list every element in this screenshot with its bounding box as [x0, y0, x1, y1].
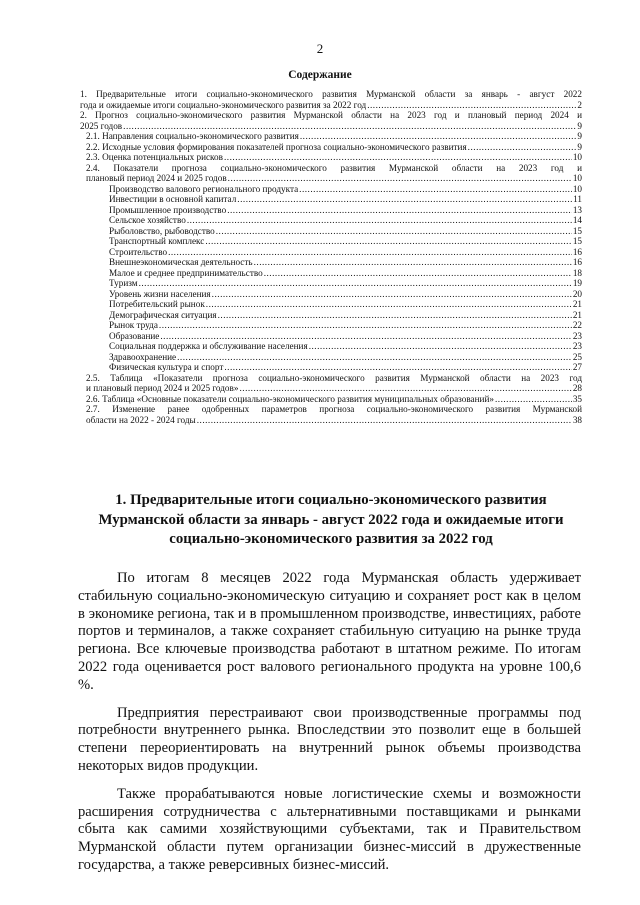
toc-entry-title: Рыболовство, рыбоводство: [109, 225, 215, 236]
toc-page-number: 20: [572, 288, 582, 299]
toc-page-number: 13: [572, 204, 582, 215]
toc-dot-leader: [264, 268, 572, 279]
toc-page-number: 10: [572, 183, 582, 194]
toc-entry[interactable]: [80, 247, 582, 258]
toc-page-number: 15: [572, 236, 582, 246]
toc-page-number: 9: [577, 120, 582, 131]
toc-entry-title-line: 2.5. Таблица «Показатели прогноза социально-экономического развития Мурманской области на 2023 год: [86, 372, 582, 383]
toc-entry[interactable]: [80, 89, 582, 110]
toc-dot-leader: [187, 215, 572, 226]
toc-entry-title: Транспортный комплекс: [109, 236, 205, 246]
toc-entry-title-tail: 2025 годов: [80, 120, 123, 131]
section-heading: [78, 491, 584, 550]
toc-dot-leader: [300, 131, 577, 142]
toc-entry[interactable]: [80, 331, 582, 342]
toc-entry[interactable]: [80, 257, 582, 268]
toc-entry[interactable]: [80, 163, 582, 184]
toc-dot-leader: [367, 100, 576, 111]
toc-entry-title: Образование: [109, 330, 160, 341]
toc-entry[interactable]: [80, 394, 582, 405]
toc-dot-leader: [468, 142, 577, 153]
toc-entry-title: Строительство: [109, 246, 168, 257]
toc-entry[interactable]: [80, 310, 582, 321]
table-of-contents: [80, 89, 582, 425]
toc-entry-title-line: [80, 100, 582, 111]
toc-entry-title: 2.3. Оценка потенциальных рисков: [86, 152, 223, 162]
body-text: [78, 570, 581, 885]
toc-page-number: 9: [577, 141, 582, 152]
toc-dot-leader: [212, 289, 572, 300]
toc-page-number: 22: [572, 320, 582, 330]
toc-entry-title-tail: и плановый период 2024 и 2025 годов»: [86, 383, 239, 393]
toc-page-number: 9: [577, 131, 582, 141]
toc-dot-leader: [206, 299, 572, 310]
toc-dot-leader: [237, 194, 572, 205]
paragraph: Также прорабатываются новые логистические схемы и возможности расширения сотрудничества с альтернативными поставщиками и рынками сбыта как самими хозяйствующими субъектами, так и Правительством Мурманской области путем организации бизнес-миссий в дружественные государства, а также реверсивных бизнес-миссий.: [78, 785, 581, 873]
toc-dot-leader: [177, 352, 572, 363]
toc-entry-title-tail: года и ожидаемые итоги социально-экономического развития за 2022 год: [80, 99, 367, 110]
toc-entry-title: Туризм: [109, 278, 138, 288]
toc-dot-leader: [227, 205, 572, 216]
toc-entry[interactable]: [80, 131, 582, 142]
toc-entry[interactable]: [80, 215, 582, 226]
toc-entry[interactable]: [80, 373, 582, 394]
toc-entry[interactable]: [80, 152, 582, 163]
paragraph: Предприятия перестраивают свои производственные программы под потребности внутреннего рынка. Впоследствии это позволит еще в большей степени переориентировать на внутренний рынок объемы производства некоторых видов продукции.: [78, 704, 581, 774]
toc-page-number: 21: [572, 299, 582, 309]
toc-page-number: 19: [572, 278, 582, 288]
toc-page-number: 11: [573, 194, 582, 204]
toc-entry-title: Здравоохранение: [109, 351, 177, 362]
toc-page-number: 21: [572, 309, 582, 320]
toc-entry[interactable]: [80, 184, 582, 195]
toc-entry[interactable]: [80, 404, 582, 425]
toc-dot-leader: [224, 152, 572, 163]
toc-dot-leader: [239, 383, 571, 394]
toc-entry-title-line: [86, 415, 582, 426]
toc-entry-title-line: 2. Прогноз социально-экономического развития Мурманской области на 2023 год и плановый период 2024 и: [80, 110, 582, 120]
toc-entry[interactable]: [80, 226, 582, 237]
toc-dot-leader: [205, 236, 571, 247]
page-number: 2: [316, 41, 324, 56]
toc-dot-leader: [254, 257, 572, 268]
section-heading-line: 1. Предварительные итоги социально-экономического развития: [115, 492, 547, 508]
toc-entry-title-line: [86, 383, 582, 394]
toc-dot-leader: [197, 415, 572, 426]
toc-entry-title-line: 1. Предварительные итоги социально-экономического развития Мурманской области за январь - август 2022: [80, 89, 582, 99]
toc-entry-title: 2.1. Направления социально-экономического развития: [86, 131, 299, 141]
toc-page-number: 23: [572, 330, 582, 341]
toc-page-number: 15: [572, 225, 582, 236]
toc-dot-leader: [309, 341, 572, 352]
toc-entry[interactable]: [80, 320, 582, 331]
toc-entry-title: Потребительский рынок: [109, 299, 205, 309]
toc-entry[interactable]: [80, 194, 582, 205]
toc-entry[interactable]: [80, 268, 582, 279]
toc-page-number: 2: [577, 99, 582, 110]
toc-entry[interactable]: [80, 236, 582, 247]
toc-entry-title: Внешнеэкономическая деятельность: [109, 257, 253, 267]
toc-entry[interactable]: [80, 341, 582, 352]
toc-entry-title: Производство валового регионального продукта: [109, 183, 299, 194]
toc-page-number: 38: [572, 414, 582, 425]
toc-entry-title: Уровень жизни населения: [109, 288, 211, 299]
toc-page-number: 28: [572, 383, 582, 393]
toc-heading: Содержание: [288, 69, 352, 81]
toc-dot-leader: [123, 121, 576, 132]
toc-dot-leader: [168, 247, 572, 258]
toc-entry-title: Рынок труда: [109, 320, 158, 330]
toc-entry[interactable]: [80, 352, 582, 363]
section-heading-line: Мурманской области за январь - август 2022 года и ожидаемые итоги: [98, 511, 564, 528]
toc-page-number: 10: [572, 173, 582, 183]
toc-entry[interactable]: [80, 299, 582, 310]
toc-entry-title: Сельское хозяйство: [109, 215, 186, 225]
toc-entry-title: Физическая культура и спорт: [109, 362, 224, 372]
toc-entry-title: Социальная поддержка и обслуживание населения: [109, 341, 308, 351]
toc-dot-leader: [495, 394, 572, 405]
toc-entry-title-line: 2.4. Показатели прогноза социально-экономического развития Мурманской области на 2023 год и: [86, 162, 582, 173]
toc-dot-leader: [159, 320, 572, 331]
toc-dot-leader: [218, 310, 572, 321]
section-heading-line: социально-экономического развития за 2022 год: [169, 531, 493, 547]
toc-entry-title: 2.6. Таблица «Основные показатели социально-экономического развития муниципальных образований»: [86, 393, 494, 404]
toc-dot-leader: [216, 226, 572, 237]
toc-dot-leader: [224, 362, 571, 373]
toc-entry[interactable]: [80, 362, 582, 373]
toc-entry-title: Инвестиции в основной капитал: [109, 194, 237, 204]
toc-dot-leader: [228, 173, 572, 184]
toc-entry[interactable]: [80, 142, 582, 153]
toc-entry-title: 2.2. Исходные условия формирования показателей прогноза социально-экономического развития: [86, 141, 467, 152]
toc-entry-title-line: [80, 121, 582, 132]
toc-page-number: 14: [572, 215, 582, 225]
toc-page-number: 25: [572, 351, 582, 362]
toc-entry-title: Демографическая ситуация: [109, 309, 217, 320]
toc-entry-title-tail: области на 2022 - 2024 годы: [86, 414, 196, 425]
toc-page-number: 18: [572, 267, 582, 278]
toc-entry-title: Промышленное производство: [109, 204, 227, 215]
paragraph: По итогам 8 месяцев 2022 года Мурманская область удерживает стабильную социально-экономическую ситуацию и сохраняет рост как в целом в экономике региона, так и в промышленном производстве, инвестициях, работе портов и терминалов, а также сохраняет стабильную ситуацию на рынке труда региона. Все ключевые производства работают в штатном режиме. По итогам 2022 года оценивается рост валового регионального продукта на уровне 100,6 %.: [78, 570, 581, 693]
toc-entry[interactable]: [80, 205, 582, 216]
toc-page-number: 10: [572, 152, 582, 162]
toc-entry[interactable]: [80, 289, 582, 300]
toc-page-number: 23: [572, 341, 582, 351]
toc-entry-title-line: [86, 173, 582, 184]
toc-dot-leader: [299, 184, 572, 195]
toc-page-number: 16: [572, 246, 582, 257]
toc-entry[interactable]: [80, 278, 582, 289]
toc-dot-leader: [139, 278, 572, 289]
toc-entry-title-line: 2.7. Изменение ранее одобренных параметров прогноза социально-экономического развития Мурманской: [86, 404, 582, 414]
toc-dot-leader: [160, 331, 571, 342]
toc-entry-title-tail: плановый период 2024 и 2025 годов: [86, 173, 227, 183]
toc-entry-title: Малое и среднее предпринимательство: [109, 267, 263, 278]
toc-page-number: 16: [572, 257, 582, 267]
toc-page-number: 35: [572, 393, 582, 404]
toc-entry[interactable]: [80, 110, 582, 131]
toc-page-number: 27: [572, 362, 582, 372]
